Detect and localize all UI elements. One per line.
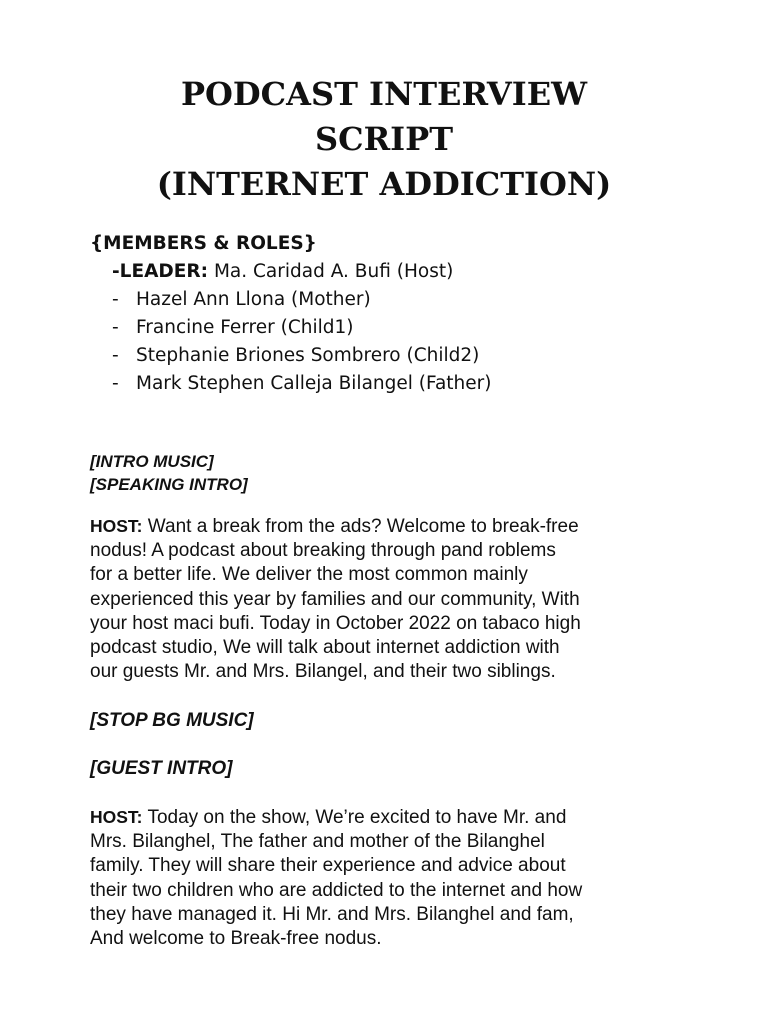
paragraph-line: Want a break from the ads? Welcome to break-free <box>147 516 579 537</box>
member-text: Francine Ferrer (Child1) <box>136 317 354 338</box>
leader-row <box>90 258 491 286</box>
dash-bullet: - <box>112 289 119 310</box>
dash-bullet: - <box>112 345 119 366</box>
title-line-3: (INTERNET ADDICTION) <box>156 165 612 203</box>
cue-guest-intro: [GUEST INTRO] <box>90 758 233 779</box>
paragraph-line: experienced this year by families and our community, With <box>90 588 580 610</box>
paragraph-line: their two children who are addicted to the internet and how <box>90 879 583 901</box>
document-title <box>0 72 768 207</box>
cue-stop-bg-music: [STOP BG MUSIC] <box>90 710 254 731</box>
member-item <box>90 342 491 370</box>
members-section <box>90 230 491 398</box>
paragraph-line: family. They will share their experience and advice about <box>90 855 566 877</box>
paragraph-line: And welcome to Break-free nodus. <box>90 928 382 950</box>
title-line-2: SCRIPT <box>314 120 453 158</box>
paragraph-line: podcast studio, We will talk about internet addiction with <box>90 637 560 659</box>
member-item <box>90 286 491 314</box>
member-text: Hazel Ann Llona (Mother) <box>136 289 371 310</box>
intro-cues <box>90 450 248 496</box>
host-intro-paragraph <box>90 514 690 684</box>
paragraph-line: Mrs. Bilanghel, The father and mother of the Bilanghel <box>90 831 545 853</box>
speaker-label: HOST: <box>90 516 143 536</box>
member-text: Stephanie Briones Sombrero (Child2) <box>136 345 480 366</box>
leader-value: Ma. Caridad A. Bufi (Host) <box>213 261 454 282</box>
member-item <box>90 370 491 398</box>
member-text: Mark Stephen Calleja Bilangel (Father) <box>136 373 492 394</box>
dash-bullet: - <box>112 317 119 338</box>
paragraph-line: your host maci bufi. Today in October 2022 on tabaco high <box>90 612 581 634</box>
paragraph-line: Today on the show, We’re excited to have Mr. and <box>147 807 567 828</box>
leader-label: -LEADER: <box>112 261 209 282</box>
host-guest-paragraph <box>90 805 690 951</box>
member-item <box>90 314 491 342</box>
paragraph-line: for a better life. We deliver the most common mainly <box>90 564 528 586</box>
paragraph-line: nodus! A podcast about breaking through pand roblems <box>90 540 556 562</box>
paragraph-line: they have managed it. Hi Mr. and Mrs. Bilanghel and fam, <box>90 903 574 925</box>
cue-intro-music: [INTRO MUSIC] <box>90 452 214 471</box>
members-list <box>90 286 491 398</box>
paragraph-line: our guests Mr. and Mrs. Bilangel, and their two siblings. <box>90 661 556 683</box>
speaker-label: HOST: <box>90 807 143 827</box>
title-line-1: PODCAST INTERVIEW <box>180 75 588 113</box>
cue-speaking-intro: [SPEAKING INTRO] <box>90 475 248 494</box>
members-heading: {MEMBERS & ROLES} <box>90 233 317 254</box>
dash-bullet: - <box>112 373 119 394</box>
